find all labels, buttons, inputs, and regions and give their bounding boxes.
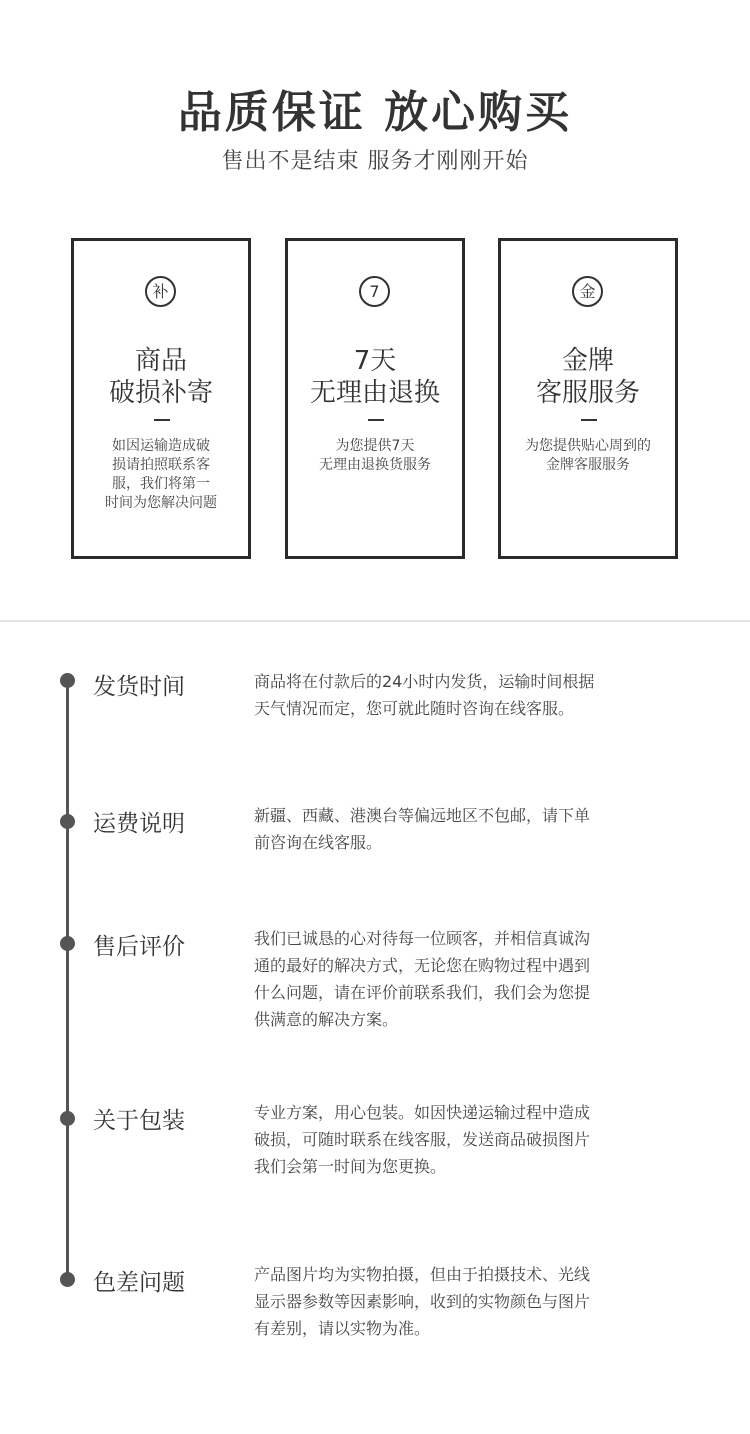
timeline-text-line: 有差别，请以实物为准。 xyxy=(254,1319,431,1338)
guarantee-card-7day-return xyxy=(285,238,465,559)
timeline-text-line: 天气情况而定，您可就此随时咨询在线客服。 xyxy=(254,699,575,718)
timeline-text-line: 供满意的解决方案。 xyxy=(254,1010,399,1029)
card-title xyxy=(74,345,248,409)
seven-days-icon: 7 xyxy=(359,276,390,307)
page-title: 品质保证 放心购买 xyxy=(177,87,573,138)
timeline-label-color-difference: 色差问题 xyxy=(93,1270,185,1296)
timeline-dot xyxy=(60,1111,75,1126)
card-desc-line: 服，我们将第一 xyxy=(112,476,210,492)
card-title xyxy=(288,345,462,409)
card-desc-line: 无理由退换货服务 xyxy=(319,457,431,473)
card-title-line: 7天 xyxy=(353,346,397,376)
card-desc-line: 金牌客服服务 xyxy=(546,457,630,473)
card-desc-line: 损请拍照联系客 xyxy=(112,457,210,473)
card-desc-line: 如因运输造成破 xyxy=(112,438,210,454)
card-title-line: 金牌 xyxy=(561,346,614,376)
timeline-text-after-sales xyxy=(254,925,654,1033)
card-desc-line: 时间为您解决问题 xyxy=(105,495,217,511)
card-dash-divider xyxy=(154,419,170,421)
timeline-text-line: 我们会第一时间为您更换。 xyxy=(254,1157,447,1176)
card-description xyxy=(300,437,450,475)
card-title xyxy=(501,345,675,409)
timeline-text-packaging xyxy=(254,1099,654,1180)
timeline-text-freight xyxy=(254,802,654,856)
timeline-text-line: 专业方案，用心包装。如因快递运输过程中造成 xyxy=(254,1103,591,1122)
timeline-dot xyxy=(60,814,75,829)
timeline-label-freight: 运费说明 xyxy=(93,811,185,837)
timeline-text-line: 新疆、西藏、港澳台等偏远地区不包邮，请下单 xyxy=(254,806,591,825)
section-divider xyxy=(0,620,750,622)
guarantee-card-damage-reship xyxy=(71,238,251,559)
buji-icon: 补 xyxy=(145,276,176,307)
timeline-dot xyxy=(60,936,75,951)
card-description xyxy=(86,437,236,513)
card-title-line: 客服服务 xyxy=(535,378,640,408)
timeline-text-color-difference xyxy=(254,1261,654,1342)
card-desc-line: 为您提供贴心周到的 xyxy=(525,438,651,454)
card-title-line: 无理由退换 xyxy=(309,378,440,408)
timeline-label-packaging: 关于包装 xyxy=(93,1108,185,1134)
timeline-text-line: 我们已诚恳的心对待每一位顾客，并相信真诚沟 xyxy=(254,929,591,948)
timeline-label-shipping: 发货时间 xyxy=(93,674,185,700)
timeline-dot xyxy=(60,673,75,688)
timeline-text-line: 破损，可随时联系在线客服，发送商品破损图片 xyxy=(254,1130,591,1149)
card-desc-line: 为您提供7天 xyxy=(335,438,415,454)
timeline-text-line: 产品图片均为实物拍摄，但由于拍摄技术、光线 xyxy=(254,1265,591,1284)
card-dash-divider xyxy=(368,419,384,421)
timeline-line xyxy=(66,680,69,1280)
timeline-dot xyxy=(60,1272,75,1287)
timeline-label-after-sales: 售后评价 xyxy=(93,934,185,960)
timeline-text-line: 商品将在付款后的24小时内发货，运输时间根据 xyxy=(254,672,595,691)
card-dash-divider xyxy=(581,419,597,421)
timeline-text-line: 通的最好的解决方式，无论您在购物过程中遇到 xyxy=(254,956,591,975)
page-subtitle: 售出不是结束 服务才刚刚开始 xyxy=(221,149,529,174)
timeline-text-line: 显示器参数等因素影响，收到的实物颜色与图片 xyxy=(254,1292,591,1311)
gold-service-icon: 金 xyxy=(572,276,603,307)
card-title-line: 破损补寄 xyxy=(108,378,213,408)
timeline-text-line: 什么问题，请在评价前联系我们，我们会为您提 xyxy=(254,983,591,1002)
card-title-line: 商品 xyxy=(134,346,187,376)
card-description xyxy=(513,437,663,475)
guarantee-card-gold-service xyxy=(498,238,678,559)
timeline-text-shipping xyxy=(254,668,654,722)
timeline-text-line: 前咨询在线客服。 xyxy=(254,833,383,852)
